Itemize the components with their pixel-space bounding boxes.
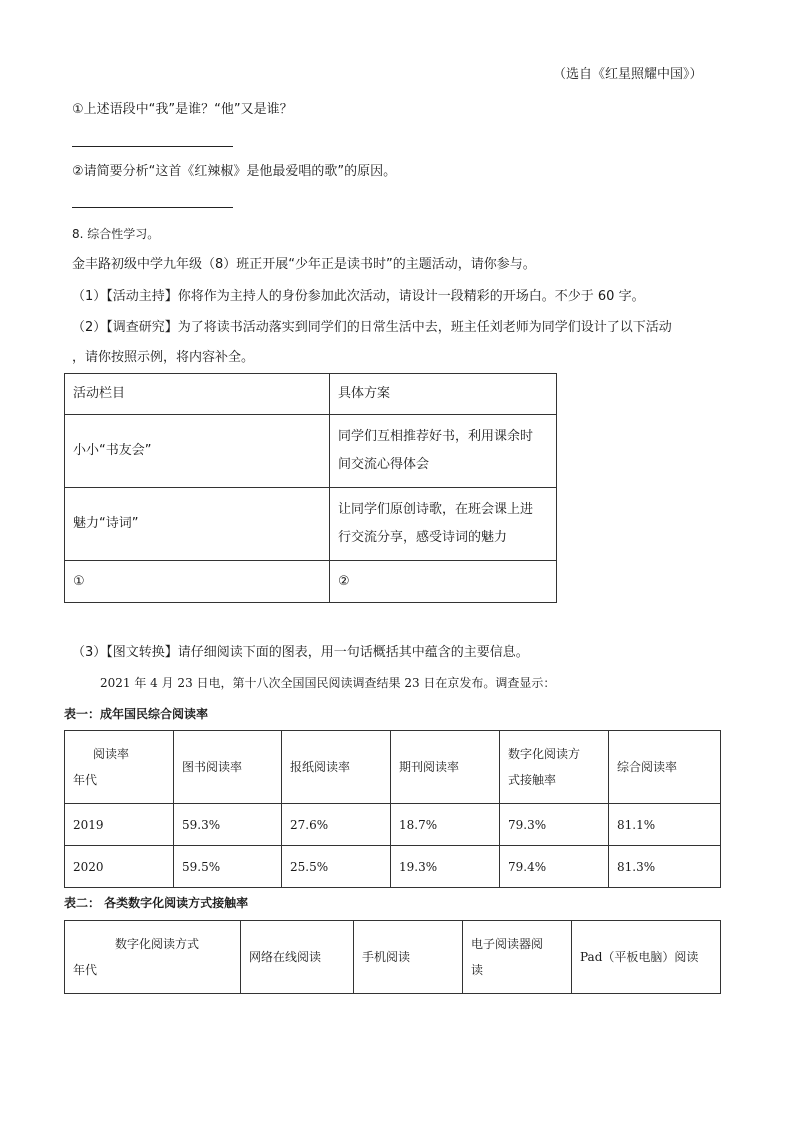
table-2-header-row — [65, 921, 721, 994]
table-1-caption: 表一：成年国民综合阅读率 — [64, 707, 209, 721]
value-cell: 19.3% — [391, 846, 500, 888]
activity-name: 小小“书友会” — [65, 415, 330, 488]
activity-plan-line: 间交流心得体会 — [338, 457, 430, 472]
activity-plan-line: 行交流分享，感受诗词的魅力 — [338, 530, 508, 545]
corner-bottom-label: 年代 — [73, 963, 98, 977]
section-8-title: 8. 综合性学习。 — [72, 227, 160, 241]
digital-reading-table — [64, 920, 721, 994]
value-cell: 18.7% — [391, 804, 500, 846]
task-2-line-2: ，请你按照示例，将内容补全。 — [72, 350, 255, 365]
answer-line-2[interactable] — [72, 207, 233, 208]
table-2-corner — [65, 921, 241, 994]
task-2-line-1: （2）【调查研究】为了将读书活动落实到同学们的日常生活中去，班主任刘老师为同学们设计了以下活动 — [72, 320, 672, 335]
corner-top-label: 阅读率 — [93, 747, 130, 761]
question-1: ①上述语段中“我”是谁？“他”又是谁？ — [72, 102, 293, 117]
activity-plan-line: 让同学们原创诗歌，在班会课上进 — [338, 502, 534, 517]
value-cell: 81.1% — [609, 804, 721, 846]
table-1-header: 综合阅读率 — [609, 731, 721, 804]
table-row[interactable] — [65, 561, 557, 603]
source-note: （选自《红星照耀中国》） — [553, 67, 703, 82]
header-line: 式接触率 — [508, 773, 557, 787]
header-line: 读 — [471, 963, 484, 977]
header-line: 电子阅读器阅 — [471, 937, 544, 951]
activity-plan — [330, 415, 557, 488]
reading-rate-table — [64, 730, 721, 888]
value-cell: 59.3% — [174, 804, 282, 846]
table-1-header: 图书阅读率 — [174, 731, 282, 804]
activity-blank-2[interactable]: ② — [330, 561, 557, 603]
table-1-header: 报纸阅读率 — [282, 731, 391, 804]
table-1-header: 期刊阅读率 — [391, 731, 500, 804]
table-row — [65, 415, 557, 488]
value-cell: 79.4% — [500, 846, 609, 888]
value-cell: 81.3% — [609, 846, 721, 888]
question-2: ②请简要分析“这首《红辣椒》是他最爱唱的歌”的原因。 — [72, 164, 397, 179]
activity-plan — [330, 488, 557, 561]
table-1-header-row — [65, 731, 721, 804]
value-cell: 59.5% — [174, 846, 282, 888]
table-row — [65, 488, 557, 561]
task-3: （3）【图文转换】请仔细阅读下面的图表，用一句话概括其中蕴含的主要信息。 — [72, 645, 529, 660]
activity-name: 魅力“诗词” — [65, 488, 330, 561]
table-row — [65, 846, 721, 888]
news-line: 2021 年 4 月 23 日电，第十八次全国国民阅读调查结果 23 日在京发布。调查显示： — [100, 676, 556, 690]
table-2-header: 手机阅读 — [354, 921, 463, 994]
corner-top-label: 数字化阅读方式 — [115, 937, 200, 951]
value-cell: 25.5% — [282, 846, 391, 888]
activity-plan-line: 同学们互相推荐好书，利用课余时 — [338, 429, 534, 444]
activity-table-header-row — [65, 374, 557, 415]
table-2-header — [463, 921, 572, 994]
table-2-header: Pad（平板电脑）阅读 — [572, 921, 721, 994]
header-line: 数字化阅读方 — [508, 747, 581, 761]
table-1-header — [500, 731, 609, 804]
value-cell: 27.6% — [282, 804, 391, 846]
year-cell: 2020 — [65, 846, 174, 888]
table-2-caption: 表二： 各类数字化阅读方式接触率 — [64, 896, 249, 910]
activity-blank-1[interactable]: ① — [65, 561, 330, 603]
value-cell: 79.3% — [500, 804, 609, 846]
corner-bottom-label: 年代 — [73, 773, 98, 787]
table-1-corner — [65, 731, 174, 804]
activity-header-column: 活动栏目 — [65, 374, 330, 415]
answer-line-1[interactable] — [72, 146, 233, 147]
table-2-header: 网络在线阅读 — [241, 921, 354, 994]
activity-header-plan: 具体方案 — [330, 374, 557, 415]
section-8-intro: 金丰路初级中学九年级（8）班正开展“少年正是读书时”的主题活动，请你参与。 — [72, 257, 536, 272]
activity-table — [64, 373, 557, 603]
task-1: （1）【活动主持】你将作为主持人的身份参加此次活动，请设计一段精彩的开场白。不少于 60 字。 — [72, 289, 645, 304]
year-cell: 2019 — [65, 804, 174, 846]
table-row — [65, 804, 721, 846]
